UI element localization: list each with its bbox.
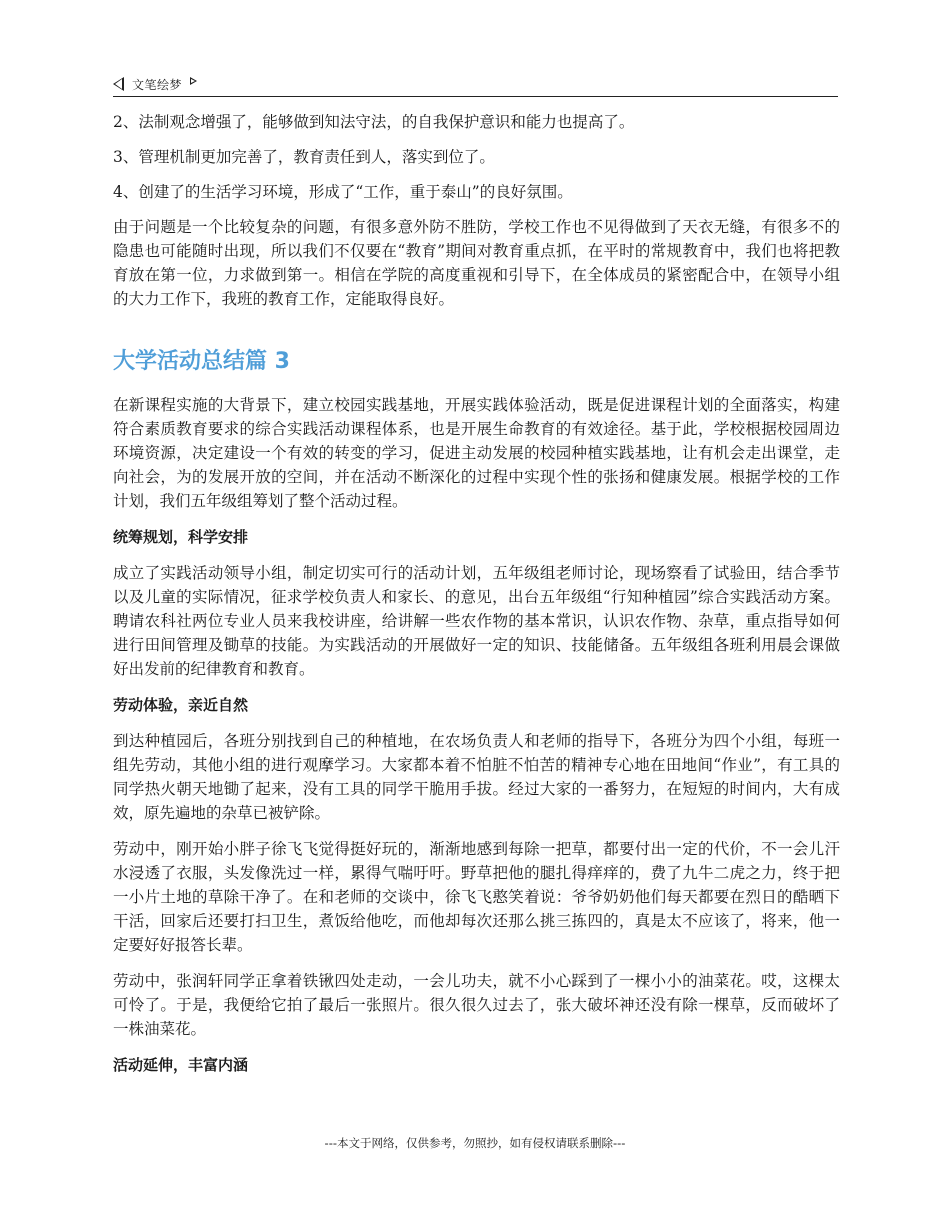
list-item: 3、管理机制更加完善了，教育责任到人，落实到位了。: [113, 148, 495, 166]
triangle-right-icon: [190, 77, 197, 85]
labor-paragraph-1: 到达种植园后，各班分别找到自己的种植地，在农场负责人和老师的指导下，各班分为四个小组，每班一组先劳动，其他小组的进行观摩学习。大家都本着不怕脏不怕苦的精神专心地在田地间“作业”，有工具的同学热火朝天地锄了起来，没有工具的同学干脆用手拔。经过大家的一番努力，在短短的时间内，大有成效，原先遍地的杂草已被铲除。: [113, 732, 840, 822]
section-opening-paragraph: 在新课程实施的大背景下，建立校园实践基地，开展实践体验活动，既是促进课程计划的全面落实，构建符合素质教育要求的综合实践活动课程体系，也是开展生命教育的有效途径。基于此，学校根据校园周边环境资源，决定建设一个有效的转变的学习，促进主动发展的校园种植实践基地，让有机会走出课堂，走向社会，为的发展开放的空间，并在活动不断深化的过程中实现个性的张扬和健康发展。根据学校的工作计划，我们五年级组筹划了整个活动过程。: [113, 396, 840, 510]
list-item: 4、创建了的生活学习环境，形成了“工作，重于泰山”的良好氛围。: [113, 183, 573, 201]
subheading-extension: 活动延伸，丰富内涵: [113, 1056, 249, 1074]
labor-paragraph-2: 劳动中，刚开始小胖子徐飞飞觉得挺好玩的，渐渐地感到每除一把草，都要付出一定的代价，不一会儿汗水浸透了衣服，头发像洗过一样，累得气喘吁吁。野草把他的腿扎得痒痒的，费了九牛二虎之力，终于把一小片土地的草除干净了。在和老师的交谈中，徐飞飞憨笑着说：爷爷奶奶他们每天都要在烈日的酷晒下干活，回家后还要打扫卫生，煮饭给他吃，而他却每次还那么挑三拣四的，真是太不应该了，将来，他一定要好好报答长辈。: [113, 840, 840, 954]
intro-paragraph: 由于问题是一个比较复杂的问题，有很多意外防不胜防，学校工作也不见得做到了天衣无缝，有很多不的隐患也可能随时出现，所以我们不仅要在“教育”期间对教育重点抓，在平时的常规教育中，我们也将把教育放在第一位，力求做到第一。相信在学院的高度重视和引导下，在全体成员的紧密配合中，在领导小组的大力工作下，我班的教育工作，定能取得良好。: [113, 218, 840, 308]
page-header: [113, 72, 838, 97]
document-body: [113, 110, 840, 1089]
page-footer: ---本文于网络，仅供参考，勿照抄，如有侵权请联系删除---: [324, 1136, 626, 1150]
planning-paragraph: 成立了实践活动领导小组，制定切实可行的活动计划，五年级组老师讨论，现场察看了试验田，结合季节以及儿童的实际情况，征求学校负责人和家长、的意见，出台五年级组“行知种植园”综合实践活动方案。聘请农科社两位专业人员来我校讲座，给讲解一些农作物的基本常识，认识农作物、杂草，重点指导如何进行田间管理及锄草的技能。为实践活动的开展做好一定的知识、技能储备。五年级组各班利用晨会课做好出发前的纪律教育和教育。: [113, 564, 840, 678]
list-item: 2、法制观念增强了，能够做到知法守法，的自我保护意识和能力也提高了。: [113, 113, 635, 131]
subheading-labor: 劳动体验，亲近自然: [113, 696, 249, 714]
header-title: 文笔绘梦: [132, 77, 183, 92]
triangle-left-icon: [113, 77, 124, 91]
labor-paragraph-3: 劳动中，张润轩同学正拿着铁锹四处走动，一会儿功夫，就不小心踩到了一棵小小的油菜花。哎，这棵太可怜了。于是，我便给它拍了最后一张照片。很久很久过去了，张大破坏神还没有除一棵草，反而破坏了一株油菜花。: [113, 972, 840, 1038]
section-title: 大学活动总结篇 3: [113, 349, 290, 374]
subheading-planning: 统筹规划，科学安排: [113, 528, 249, 546]
